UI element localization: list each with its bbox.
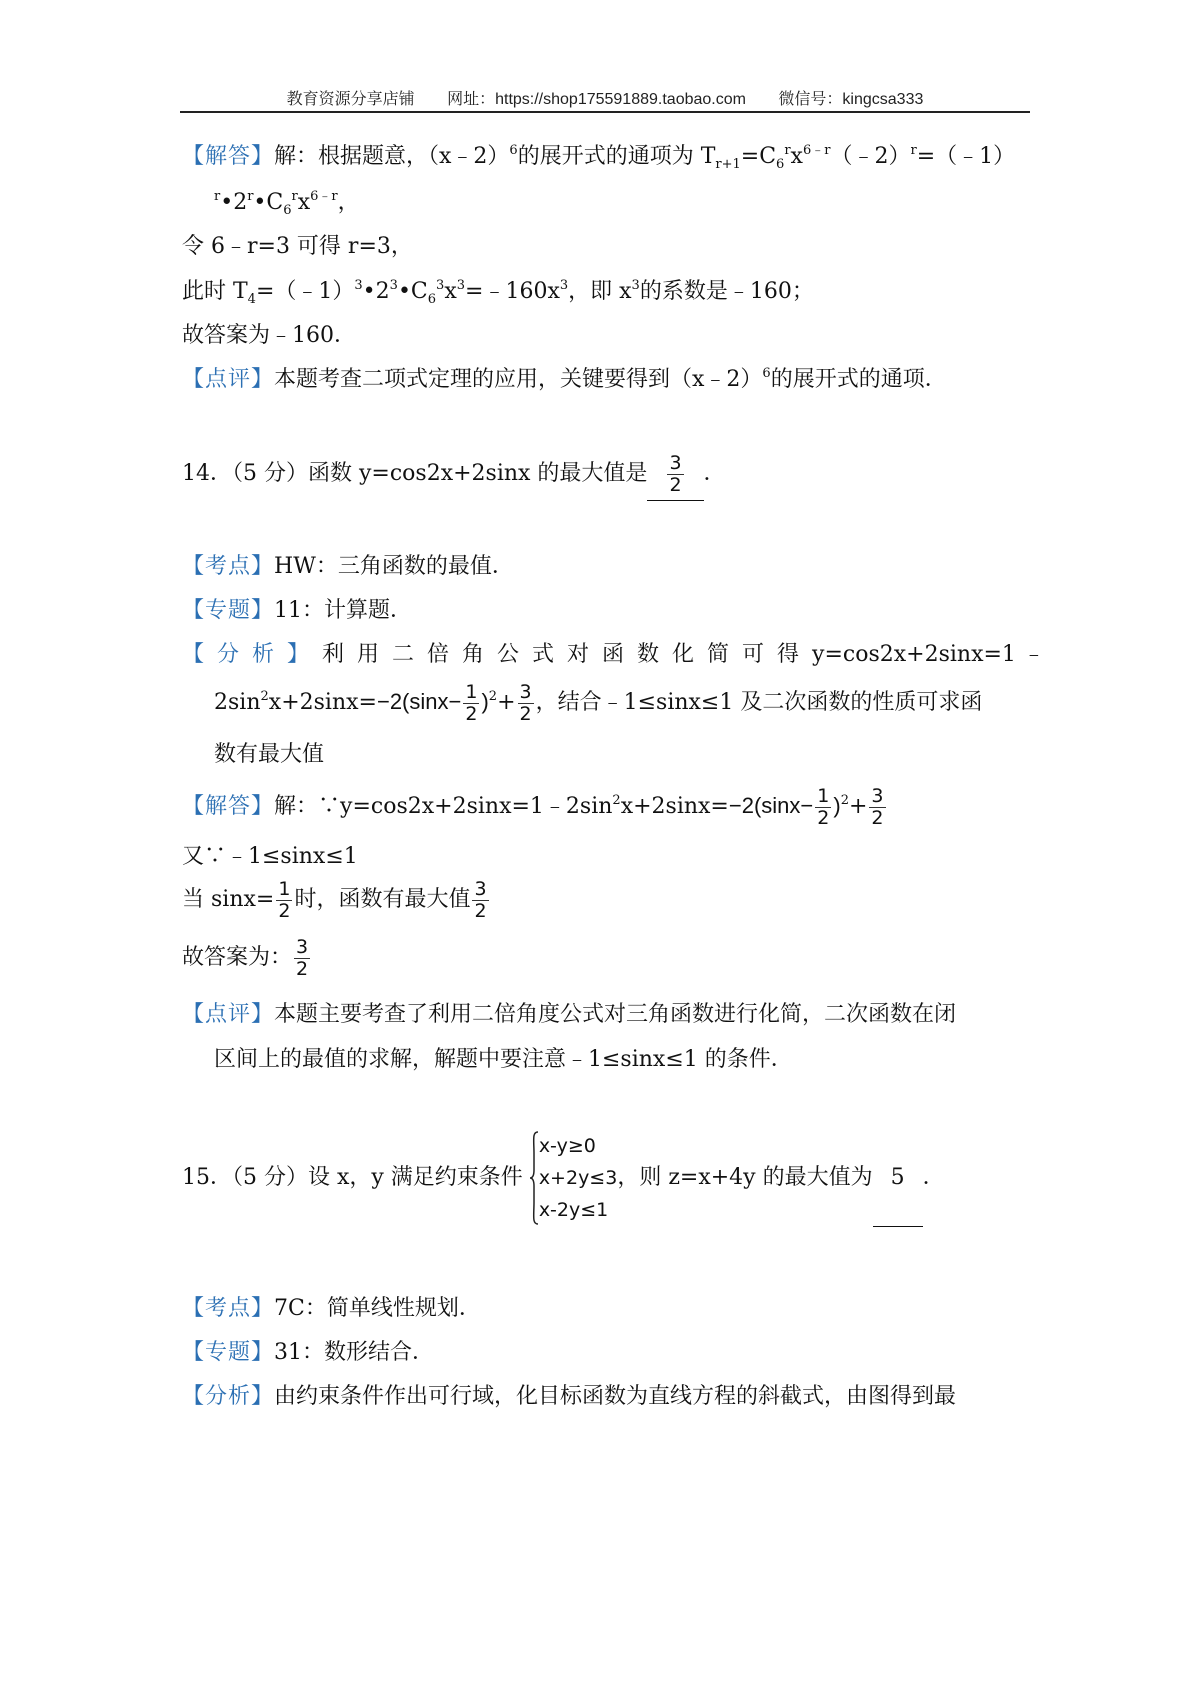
q15-stem: 15．（5 分）设 x，y 满足约束条件 x-y≥0 x+2y≤3 x-2y≤1 ，则 z=x+4y 的最大值为 5 ． xyxy=(182,1130,945,1227)
fraction: $\frac{1}{2}$ xyxy=(278,877,291,922)
left-brace-icon xyxy=(529,1130,539,1226)
q14-jieda: 【解答】解：$\because y=\cos 2x+2\sin x=1﹣2\sin^2x+2\sin x=-2(\sin x-$ $\frac{1}{2}$ )$^2$+ $\frac{3}{2}$ xyxy=(182,784,884,829)
q15-fenxi: 【分析】由约束条件作出可行域，化目标函数为直线方程的斜截式，由图得到最 xyxy=(182,1384,957,1409)
q14-gu: 故答案为： $\frac{3}{2}$ xyxy=(182,935,309,980)
header-shop: 教育资源分享店铺 xyxy=(286,91,415,108)
dianping-tag: 【点评】 xyxy=(182,1002,275,1027)
answer-tag: 【解答】 xyxy=(182,144,275,169)
kaodian-tag: 【考点】 xyxy=(182,1296,275,1321)
constraint-2: x+2y≤3 xyxy=(538,1167,618,1189)
fraction: $\frac{3}{2}$ xyxy=(871,784,884,829)
q14-stem: 14．（5 分）函数 y=cos2x+2sinx 的最大值是 $\frac{3}{2}$ ． xyxy=(182,448,726,501)
q14-zhuanti: 【专题】11：计算题． xyxy=(182,598,413,623)
q14-kaodian: 【考点】HW：三角函数的最值． xyxy=(182,554,514,579)
q13-line5: 故答案为﹣160． xyxy=(182,323,356,348)
header-wechat: 微信号：kingcsa333 xyxy=(778,91,924,108)
q14-dianping-line1: 【点评】本题主要考查了利用二倍角度公式对三角函数进行化简，二次函数在闭 xyxy=(182,1002,957,1027)
fraction: $\frac{1}{2}$ xyxy=(817,784,830,829)
q13-line3: 令 6﹣r=3 可得 r=3， xyxy=(182,234,413,259)
q15-zhuanti: 【专题】31：数形结合． xyxy=(182,1340,435,1365)
fenxi-tag: 【分析】 xyxy=(182,1384,275,1409)
page-header xyxy=(180,86,1030,109)
fraction: $\frac{1}{2}$ xyxy=(465,680,478,725)
fenxi-tag: 【分析】 xyxy=(182,642,323,667)
q14-dang: 当 sinx= $\frac{1}{2}$ 时，函数有最大值 $\frac{3}{2}$ xyxy=(182,877,487,922)
zhuanti-tag: 【专题】 xyxy=(182,1340,275,1365)
header-rule xyxy=(180,111,1030,113)
q13-comment: 【点评】本题考查二项式定理的应用，关键要得到（x﹣2）$^6$的展开式的通项． xyxy=(182,366,947,392)
constraint-1: x-y≥0 xyxy=(538,1135,596,1157)
zhuanti-tag: 【专题】 xyxy=(182,598,275,623)
kaodian-tag: 【考点】 xyxy=(182,554,275,579)
q15-kaodian: 【考点】7C：简单线性规划． xyxy=(182,1296,481,1321)
q13-answer-line2: $^r•2^r•C_6^rx^{6﹣r}$， xyxy=(214,189,360,218)
q15-answer-blank: 5 xyxy=(873,1130,923,1227)
constraint-system xyxy=(529,1130,618,1226)
q14-fenxi-line1: 【分析】利用二倍角公式对函数化简可得y=cos2x+2sinx=1 ﹣ xyxy=(182,642,1045,667)
header-url: 网址：https://shop175591889.taobao.com xyxy=(447,91,746,108)
q13-line4: 此时 $T_4=(﹣1)^3•2^3•C_6^3x^3=﹣160x^3$，即 $x^3$的系数是﹣160； xyxy=(182,278,814,307)
q14-dianping-line2: 区间上的最值的求解，解题中要注意﹣1≤sinx≤1 的条件． xyxy=(214,1047,793,1072)
comment-tag: 【点评】 xyxy=(182,367,275,392)
constraint-3: x-2y≤1 xyxy=(538,1199,609,1221)
fraction: $\frac{3}{2}$ xyxy=(474,877,487,922)
q14-answer-blank xyxy=(647,448,703,501)
q14-fenxi-line2: $2\sin^2x+2\sin x=-2(\sin x-$ $\frac{1}{2}$ )$^2$+ $\frac{3}{2}$ ，结合﹣1≤sinx≤1 及二次函数的性质可求函 xyxy=(214,680,983,725)
q14-you: 又∵﹣1≤sinx≤1 xyxy=(182,844,358,869)
q13-answer-line1: 【解答】解：根据题意，（x﹣2）$^6$的展开式的通项为 $T_{r+1}=C_6^rx^{6﹣r}(﹣2)^r=(﹣1)$ xyxy=(182,143,1016,172)
q14-fenxi-line3: 数有最大值 xyxy=(214,742,325,767)
fraction: $\frac{3}{2}$ xyxy=(519,680,532,725)
fraction: $\frac{3}{2}$ xyxy=(296,935,309,980)
q14-answer-fraction: $\frac{3}{2}$ xyxy=(669,451,682,496)
jieda-tag: 【解答】 xyxy=(182,794,275,819)
